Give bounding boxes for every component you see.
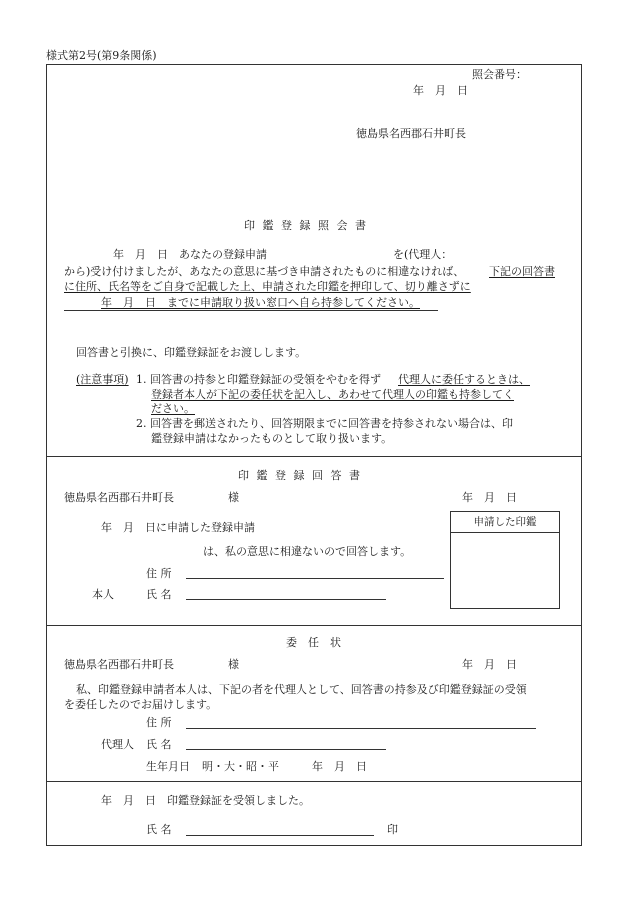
inquiry-text-line3: に住所、氏名等をご自身で記載した上、申請された印鑑を押印して、切り離さずに [64, 280, 471, 293]
reply-name-input-line[interactable] [186, 599, 386, 600]
reply-addressee: 徳島県名西郡石井町長 [64, 491, 174, 504]
receipt-name-input-line[interactable] [186, 835, 374, 836]
reply-title: 印 鑑 登 録 回 答 書 [238, 469, 362, 482]
reply-address-input-line[interactable] [186, 578, 444, 579]
inquiry-text-line2-b: 下記の回答書 [489, 265, 555, 278]
proxy-birth-label: 生年月日 [146, 760, 190, 773]
reply-confirm-line: は、私の意思に相違ないので回答します。 [203, 545, 412, 558]
reply-address-label: 住 所 [146, 567, 172, 580]
form-label: 様式第2号(第9条関係) [46, 49, 157, 62]
note2-line1: 2. 回答書を郵送されたり、回答期限までに回答書を持参されない場合は、印 [136, 417, 513, 430]
proxy-body-line1: 私、印鑑登録申請者本人は、下記の者を代理人として、回答書の持参及び印鑑登録証の受領 [76, 683, 527, 696]
seal-box [450, 511, 560, 609]
section-divider-receipt [46, 781, 582, 782]
receipt-line: 年 月 日 印鑑登録証を受領しました。 [101, 794, 310, 807]
note1-line1-a: 1. 回答書の持参と印鑑登録証の受領をやむを得ず [136, 373, 381, 386]
reply-applied-line: 年 月 日に申請した登録申請 [101, 521, 255, 534]
proxy-title: 委 任 状 [286, 636, 341, 649]
inquiry-title: 印 鑑 登 録 照 会 書 [244, 219, 368, 232]
note1-line2: 登録者本人が下記の委任状を記入し、あわせて代理人の印鑑も持参してく [151, 388, 514, 401]
proxy-name-input-line[interactable] [186, 749, 386, 750]
exchange-note: 回答書と引換に、印鑑登録証をお渡しします。 [76, 346, 307, 359]
proxy-era-options: 明・大・昭・平 [202, 760, 279, 773]
header-date: 年 月 日 [413, 84, 468, 97]
section-divider-proxy [46, 625, 582, 626]
reply-person-label: 本人 [92, 588, 114, 601]
note1-line1-b: 代理人に委任するときは、 [398, 373, 530, 386]
proxy-body-line2: を委任したのでお届けします。 [64, 698, 218, 711]
note2-line2: 鑑登録申請はなかったものとして取り扱います。 [151, 432, 393, 445]
issuer-name: 徳島県名西郡石井町長 [356, 127, 466, 140]
proxy-name-label: 氏 名 [146, 738, 172, 751]
note1-line3: ださい。 [151, 402, 195, 415]
proxy-address-label: 住 所 [146, 716, 172, 729]
section-divider-reply [46, 456, 582, 457]
notes-label: (注意事項) [76, 373, 129, 386]
proxy-date: 年 月 日 [462, 658, 517, 671]
proxy-birth-date: 年 月 日 [312, 760, 367, 773]
inquiry-text-line2-a: から)受け付けましたが、あなたの意思に基づき申請されたものに相違なければ、 [64, 265, 465, 278]
reply-name-label: 氏 名 [146, 588, 172, 601]
inquiry-text-line1-a: 年 月 日 あなたの登録申請 [113, 248, 267, 261]
proxy-address-input-line[interactable] [186, 728, 536, 729]
seal-box-title: 申請した印鑑 [451, 512, 559, 533]
receipt-seal-mark: 印 [387, 823, 398, 836]
proxy-addressee-sama: 様 [228, 658, 239, 671]
deadline-underline [64, 310, 438, 311]
proxy-addressee: 徳島県名西郡石井町長 [64, 658, 174, 671]
reply-addressee-sama: 様 [228, 491, 239, 504]
inquiry-number-label: 照会番号： [472, 68, 527, 81]
proxy-agent-label: 代理人 [101, 738, 134, 751]
reply-date: 年 月 日 [462, 491, 517, 504]
inquiry-text-line1-b: を(代理人： [393, 248, 453, 261]
inquiry-text-line4: 年 月 日 までに申請取り扱い窓口へ自ら持参してください。 [101, 296, 420, 309]
receipt-name-label: 氏 名 [146, 823, 172, 836]
